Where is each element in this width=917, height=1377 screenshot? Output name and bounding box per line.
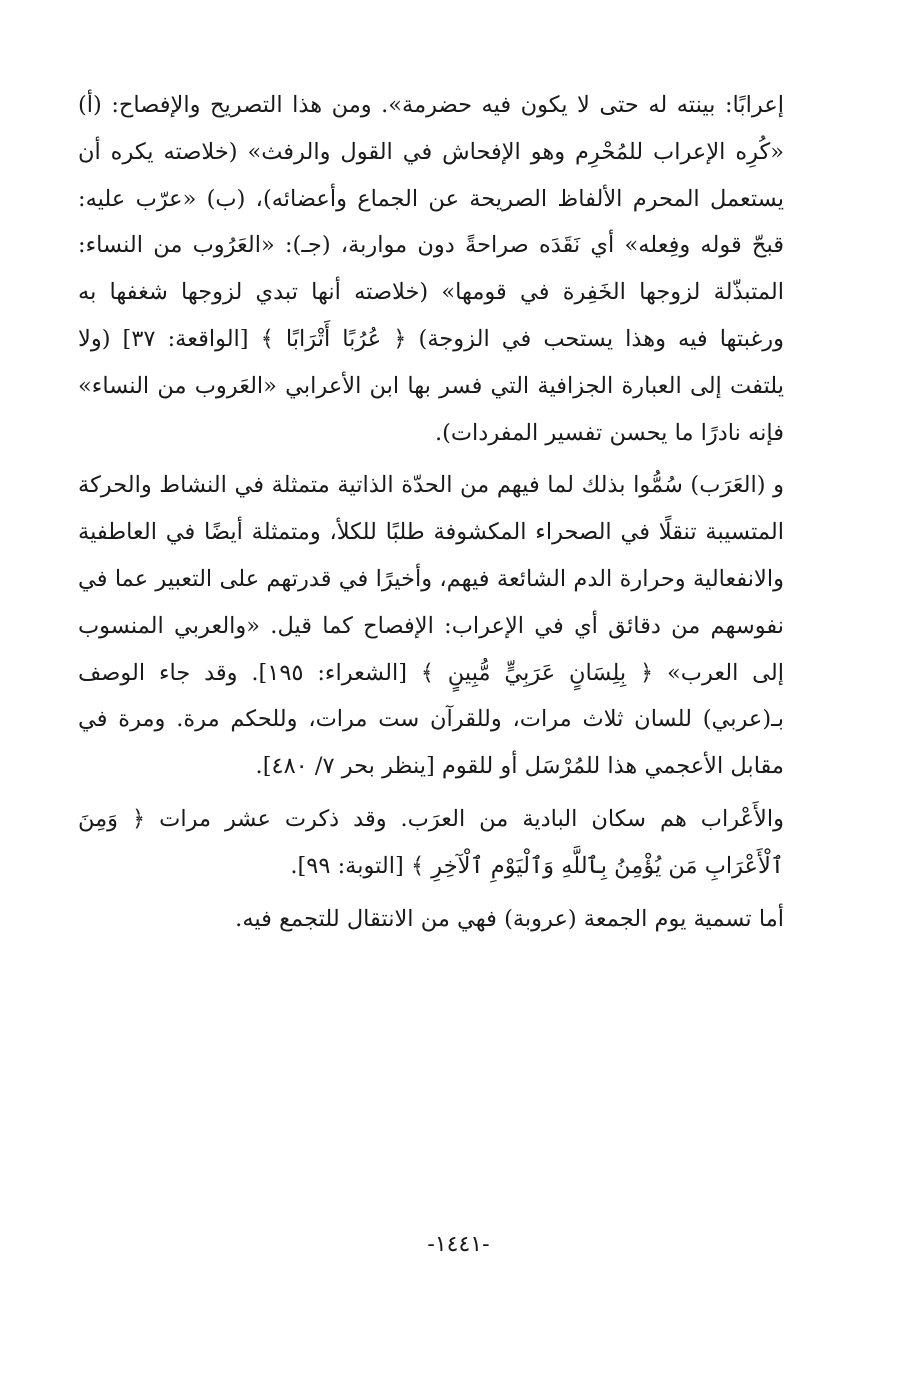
paragraph-arab-naming: و (العَرَب) سُمُّوا بذلك لما فيهم من الحدّة الذاتية متمثلة في النشاط والحركة المتسيبة تنقلًا في الصحراء المكشوفة طلبًا للكلأ، ومتمثلة أيضًا في العاطفية والانفعالية وحرارة الدم الشائعة فيهم، وأخيرًا في قدرتهم على التعبير عما في نفوسهم من دقائق أي في الإعراب: الإفصاح كما قيل. «والعربي المنسوب إلى العرب» ﴿ بِلِسَانٍ عَرَبِيٍّ مُّبِينٍ ﴾ [الشعراء: ١٩٥]. وقد جاء الوصف بـ(عربي) للسان ثلاث مرات، وللقرآن ست مرات، وللحكم مرة. ومرة في مقابل الأعجمي هذا للمُرْسَل أو للقوم [ينظر بحر ٧/ ٤٨٠]. bbox=[78, 472, 784, 780]
page-number: -١٤٤١- bbox=[427, 1232, 490, 1257]
paragraph-bedouins: والأَعْراب هم سكان البادية من العرَب. وقد ذكرت عشر مرات ﴿ وَمِنَ ٱلْأَعْرَابِ مَن يُؤْمِنُ بِٱللَّهِ وَٱلْيَوْمِ ٱلْآخِرِ ﴾ [التوبة: ٩٩]. bbox=[78, 805, 784, 879]
paragraph-irab-definitions: إعرابًا: بينته له حتى لا يكون فيه حضرمة». ومن هذا التصريح والإفصاح: (أ) «كُرِه الإعراب للمُحْرِم وهو الإفحاش في القول والرفث» (خلاصته يكره أن يستعمل المحرم الألفاظ الصريحة عن الجماع وأعضائه)، (ب) «عرّب عليه: قبحّ قوله وفِعله» أي نَقَدَه صراحةً دون مواربة، (جـ): «العَرُوب من النساء: المتبذّلة لزوجها الخَفِرة في قومها» (خلاصته أنها تبدي لزوجها شغفها به ورغبتها فيه وهذا يستحب في الزوجة) ﴿ عُرُبًا أَتْرَابًا ﴾ [الواقعة: ٣٧] (ولا يلتفت إلى العبارة الجزافية التي فسر بها ابن الأعرابي «العَروب من النساء» فإنه نادرًا ما يحسن تفسير المفردات). bbox=[78, 92, 784, 446]
page-body bbox=[78, 82, 784, 942]
paragraph-aruba-friday: أما تسمية يوم الجمعة (عروبة) فهي من الانتقال للتجمع فيه. bbox=[235, 905, 784, 932]
